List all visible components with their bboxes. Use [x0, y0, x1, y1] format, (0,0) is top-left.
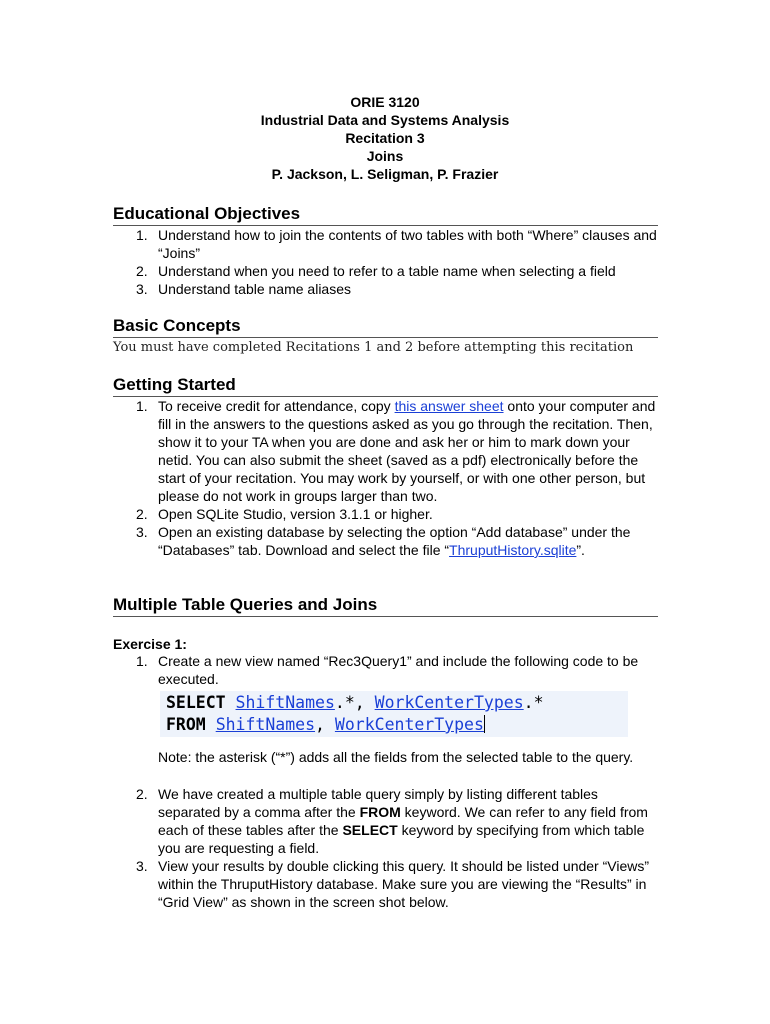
authors: P. Jackson, L. Seligman, P. Frazier	[271, 166, 499, 182]
list-number: 1.	[136, 653, 148, 669]
multiple-table-heading: Multiple Table Queries and Joins	[113, 595, 378, 614]
code-separator: ,	[315, 715, 335, 734]
table-shiftnames: ShiftNames	[235, 693, 335, 712]
sql-code-block	[160, 691, 628, 737]
code-separator: .*,	[334, 693, 375, 712]
list-text-pre: Open an existing database by selecting the option “Add database” under the “Databases” tab. Download and select the file “	[158, 524, 631, 558]
list-text-pre: To receive credit for attendance, copy	[158, 398, 395, 414]
table-shiftnames: ShiftNames	[215, 715, 316, 734]
objectives-list	[113, 226, 663, 298]
list-text: Open SQLite Studio, version 3.1.1 or higher.	[158, 506, 433, 522]
exercise-list-b	[113, 785, 663, 911]
list-item	[113, 785, 663, 857]
getting-started-list	[113, 397, 663, 559]
list-item	[113, 857, 663, 911]
list-number: 3.	[136, 524, 148, 540]
basic-concepts-heading: Basic Concepts	[113, 316, 241, 335]
recitation-topic: Joins	[366, 148, 404, 164]
list-text-a: We have created a multiple table query simply by listing different tables separated by a comma after the	[158, 786, 598, 820]
list-text-b: keyword. We can refer to any field from each of these tables after the	[158, 804, 648, 838]
list-item	[113, 397, 663, 505]
list-item	[113, 505, 663, 523]
list-text-post: onto your computer and fill in the answers to the questions asked as you go through the recitation. Then, show it to your TA when you are done and ask her or him to mark down your netid. You can also submit the sheet (saved as a pdf) electronically before the start of your recitation. You may work by yourself, or with one other person, but please do not work in groups larger than two.	[158, 398, 656, 504]
exercise-label: Exercise 1:	[113, 636, 187, 652]
list-number: 1.	[136, 398, 148, 414]
code-separator: .*	[523, 693, 544, 712]
getting-started-heading: Getting Started	[113, 375, 236, 394]
exercise-list-a	[113, 652, 663, 688]
list-item	[113, 523, 663, 559]
database-file-link[interactable]: ThruputHistory.sqlite	[449, 542, 577, 558]
list-number: 1.	[136, 227, 148, 243]
list-item	[113, 280, 663, 298]
text-cursor	[484, 715, 485, 733]
code-line-select	[166, 692, 628, 714]
multiple-table-rule	[113, 616, 658, 617]
keyword-select-inline: SELECT	[342, 822, 398, 838]
list-text-post: ”.	[576, 542, 585, 558]
list-number: 2.	[136, 786, 148, 802]
keyword-select: SELECT	[166, 693, 226, 712]
list-item	[113, 652, 663, 688]
list-item	[113, 262, 663, 280]
list-text: Understand when you need to refer to a table name when selecting a field	[158, 263, 616, 279]
list-number: 3.	[136, 858, 148, 874]
list-number: 2.	[136, 263, 148, 279]
list-text-c: keyword by specifying from which table you are requesting a field.	[158, 822, 645, 856]
list-number: 3.	[136, 281, 148, 297]
title-block	[0, 93, 770, 183]
list-text: Create a new view named “Rec3Query1” and include the following code to be executed.	[158, 653, 639, 687]
list-text: Understand how to join the contents of two tables with both “Where” clauses and “Joins”	[158, 227, 657, 261]
answer-sheet-link[interactable]: this answer sheet	[394, 398, 504, 414]
basic-concepts-rule	[113, 337, 658, 338]
recitation-number: Recitation 3	[345, 130, 425, 146]
keyword-from-inline: FROM	[359, 804, 401, 820]
course-title: Industrial Data and Systems Analysis	[260, 112, 510, 128]
code-line-from	[166, 714, 628, 736]
list-number: 2.	[136, 506, 148, 522]
list-text: Understand table name aliases	[158, 281, 352, 297]
list-item	[113, 226, 663, 262]
table-workcentertypes: WorkCenterTypes	[374, 693, 524, 712]
list-text: View your results by double clicking this query. It should be listed under “Views” within the ThruputHistory database. Make sure you are viewing the “Results” in “Grid View” as shown in the screen shot below.	[158, 858, 650, 910]
basic-concepts-text: You must have completed Recitations 1 and 2 before attempting this recitation	[113, 340, 634, 355]
keyword-from: FROM	[166, 715, 206, 734]
table-workcentertypes: WorkCenterTypes	[334, 715, 484, 734]
course-number: ORIE 3120	[350, 94, 420, 110]
asterisk-note: Note: the asterisk (“*”) adds all the fields from the selected table to the query.	[158, 749, 634, 765]
objectives-heading: Educational Objectives	[113, 204, 301, 223]
